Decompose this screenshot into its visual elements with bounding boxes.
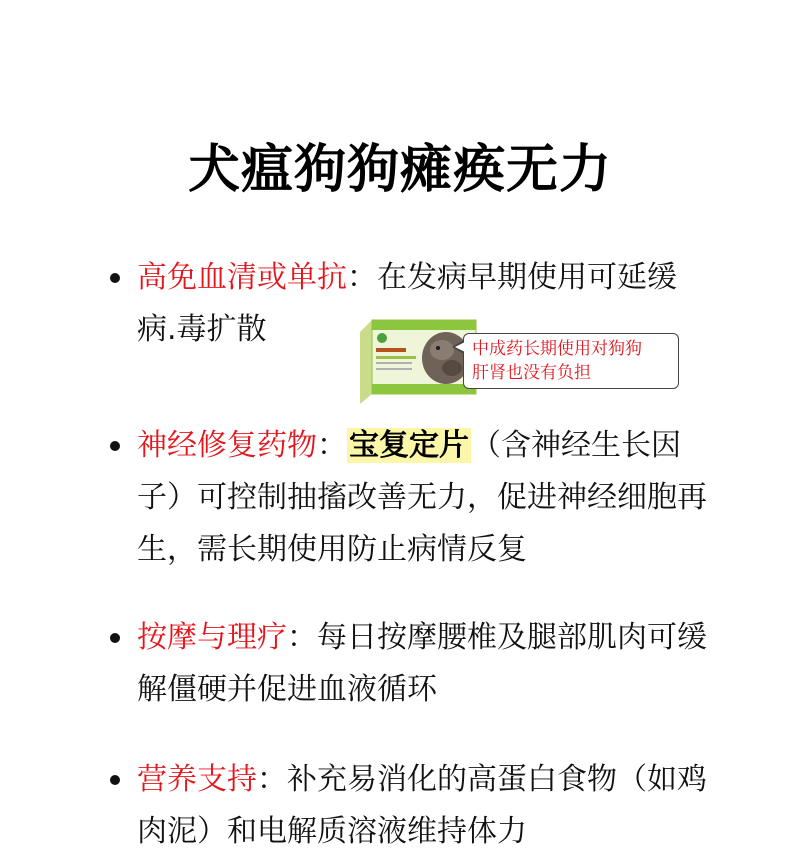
bullet-separator: ：	[257, 762, 287, 797]
bullet-highlight: 按摩与理疗	[137, 620, 287, 655]
page-title: 犬瘟狗狗瘫痪无力	[187, 140, 612, 200]
bullet-dot	[110, 775, 120, 785]
bullet-separator: ：	[347, 260, 377, 295]
bullet-body: 在发病早期使用可延缓病.毒扩散	[137, 260, 677, 347]
bullet-dot	[110, 273, 120, 283]
bullet-separator: ：	[317, 428, 347, 463]
bullet-dot	[110, 441, 120, 451]
callout-line-1: 中成药长期使用对狗狗	[472, 339, 642, 359]
bullet-text	[137, 612, 709, 716]
callout-line-2: 肝肾也没有负担	[472, 363, 591, 383]
bullet-separator: ：	[287, 620, 317, 655]
bullet-dot	[110, 633, 120, 643]
bullet-body: 每日按摩腰椎及腿部肌肉可缓解僵硬并促进血液循环	[137, 620, 707, 707]
bullet-highlight: 营养支持	[137, 762, 257, 797]
callout-pointer-fill	[455, 342, 465, 352]
bullet-item-neuro-repair	[110, 420, 710, 576]
bullet-body: （含神经生长因子）可控制抽搐改善无力，促进神经细胞再生，需长期使用防止病情反复	[137, 428, 707, 567]
bullet-body: 补充易消化的高蛋白食物（如鸡肉泥）和电解质溶液维持体力	[137, 762, 707, 849]
bullet-highlight: 神经修复药物	[137, 428, 317, 463]
bullet-text	[137, 754, 709, 858]
product-name: 宝复定片	[349, 428, 469, 463]
bullet-text	[137, 420, 709, 576]
callout-note	[463, 333, 679, 389]
bullet-item-nutrition	[110, 754, 710, 858]
bullet-item-massage	[110, 612, 710, 716]
bullet-highlight: 高免血清或单抗	[137, 260, 347, 295]
medicine-box-icon	[360, 318, 478, 406]
